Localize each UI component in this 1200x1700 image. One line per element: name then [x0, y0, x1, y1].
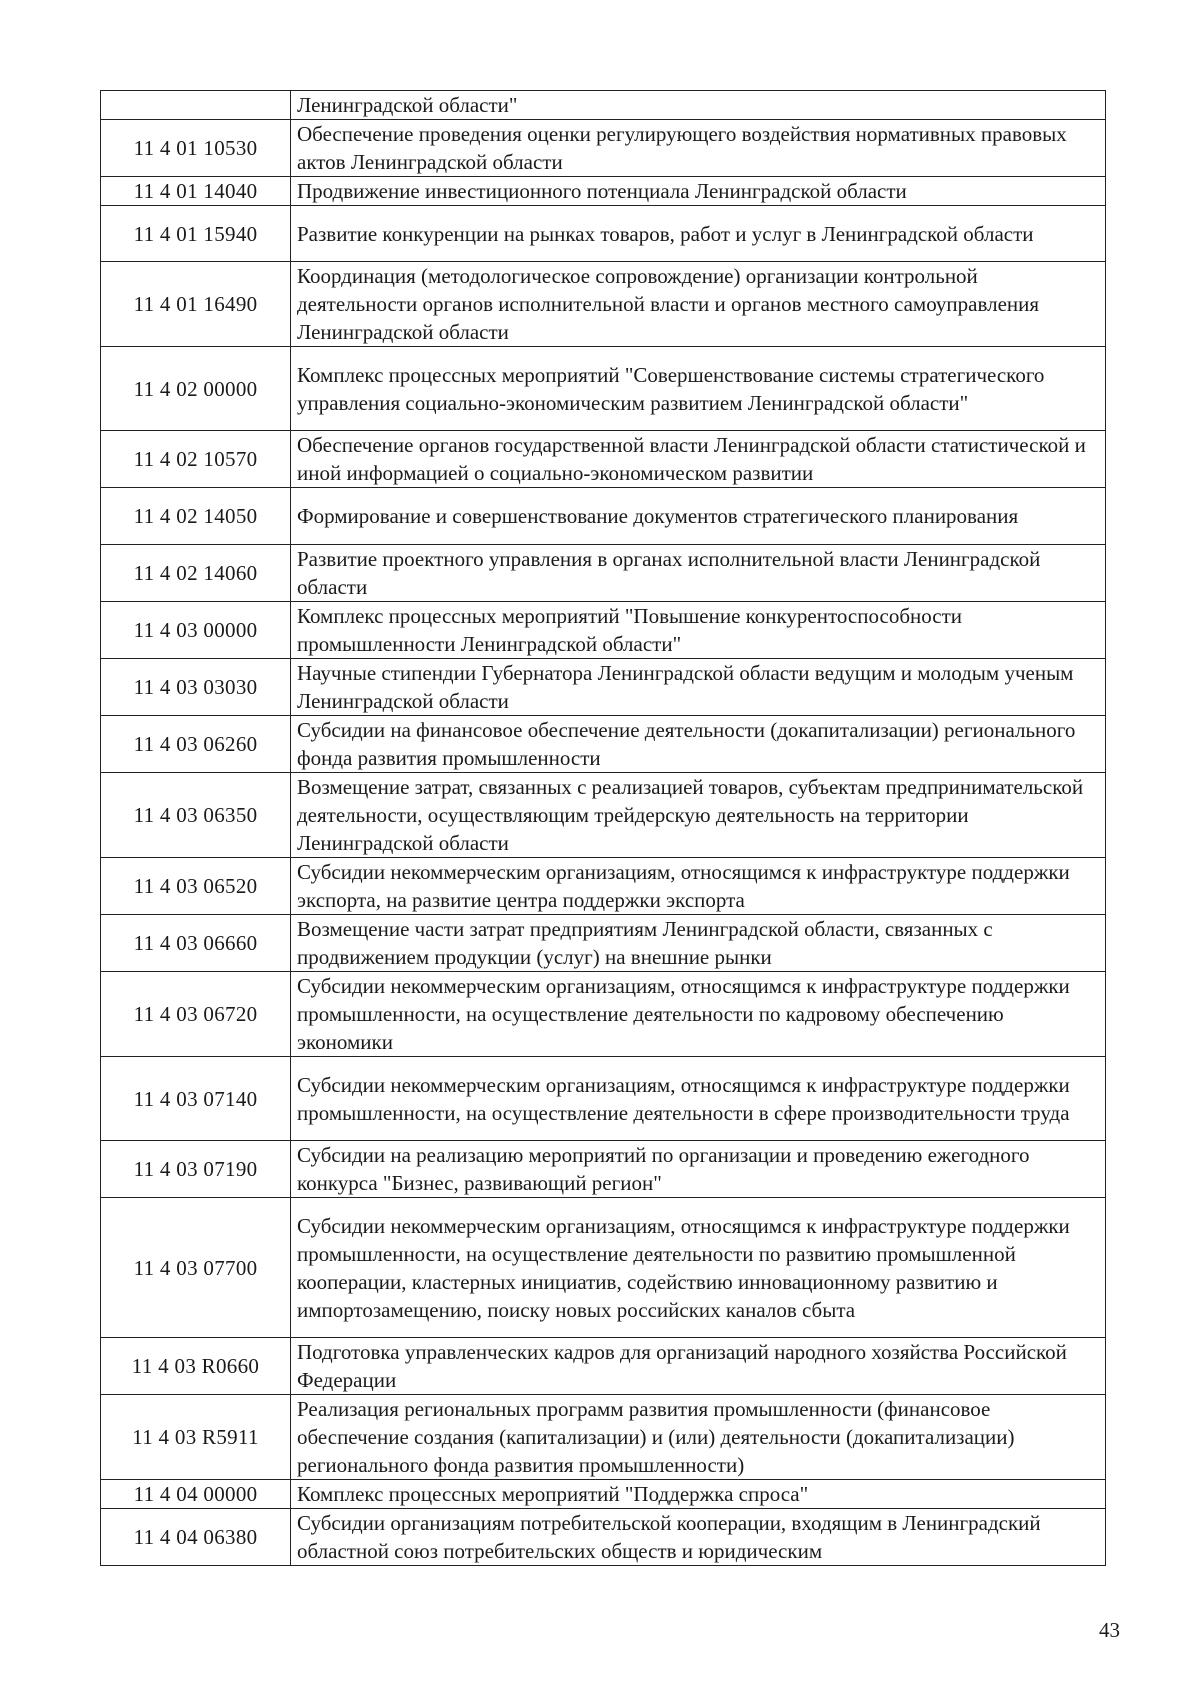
row-code: 11 4 03 06350 [101, 773, 291, 858]
row-name: Субсидии некоммерческим организациям, относящимся к инфраструктуре поддержки промышленности, на осуществление деятельности в сфере производительности труда [291, 1057, 1106, 1141]
table-row [101, 1480, 1106, 1509]
budget-codes-table [100, 90, 1106, 1566]
row-code: 11 4 03 00000 [101, 602, 291, 659]
table-row [101, 431, 1106, 488]
table-row [101, 1141, 1106, 1198]
row-code: 11 4 02 14060 [101, 545, 291, 602]
table-row [101, 602, 1106, 659]
table-row [101, 858, 1106, 915]
row-name: Развитие конкуренции на рынках товаров, работ и услуг в Ленинградской области [291, 206, 1106, 262]
row-code: 11 4 02 10570 [101, 431, 291, 488]
row-name: Возмещение части затрат предприятиям Ленинградской области, связанных с продвижением продукции (услуг) на внешние рынки [291, 915, 1106, 972]
row-code: 11 4 01 14040 [101, 177, 291, 206]
row-name: Субсидии некоммерческим организациям, относящимся к инфраструктуре поддержки экспорта, на развитие центра поддержки экспорта [291, 858, 1106, 915]
table-row [101, 206, 1106, 262]
row-name: Формирование и совершенствование документов стратегического планирования [291, 488, 1106, 545]
row-name: Ленинградской области" [291, 91, 1106, 120]
table-row [101, 120, 1106, 177]
row-code: 11 4 03 03030 [101, 659, 291, 716]
row-name: Субсидии организациям потребительской кооперации, входящим в Ленинградский областной союз потребительских обществ и юридическим [291, 1509, 1106, 1566]
table-row [101, 773, 1106, 858]
row-name: Возмещение затрат, связанных с реализацией товаров, субъектам предпринимательской деятельности, осуществляющим трейдерскую деятельность на территории Ленинградской области [291, 773, 1106, 858]
table-row [101, 1338, 1106, 1395]
row-code: 11 4 03 06520 [101, 858, 291, 915]
table-row [101, 659, 1106, 716]
row-name: Координация (методологическое сопровождение) организации контрольной деятельности органов исполнительной власти и органов местного самоуправления Ленинградской области [291, 262, 1106, 347]
table-row [101, 1057, 1106, 1141]
table-row [101, 915, 1106, 972]
row-name: Субсидии на реализацию мероприятий по организации и проведению ежегодного конкурса "Бизнес, развивающий регион" [291, 1141, 1106, 1198]
row-code: 11 4 04 00000 [101, 1480, 291, 1509]
row-name: Обеспечение органов государственной власти Ленинградской области статистической и иной информацией о социально-экономическом развитии [291, 431, 1106, 488]
row-code: 11 4 03 06260 [101, 716, 291, 773]
row-code: 11 4 03 06720 [101, 972, 291, 1057]
table-row [101, 347, 1106, 431]
table-row [101, 545, 1106, 602]
table-row [101, 972, 1106, 1057]
row-name: Обеспечение проведения оценки регулирующего воздействия нормативных правовых актов Ленинградской области [291, 120, 1106, 177]
row-code: 11 4 02 00000 [101, 347, 291, 431]
table-row [101, 1509, 1106, 1566]
row-name: Субсидии на финансовое обеспечение деятельности (докапитализации) регионального фонда развития промышленности [291, 716, 1106, 773]
row-name: Комплекс процессных мероприятий "Поддержка спроса" [291, 1480, 1106, 1509]
row-code: 11 4 01 10530 [101, 120, 291, 177]
table-row [101, 91, 1106, 120]
row-code: 11 4 03 07190 [101, 1141, 291, 1198]
row-name: Развитие проектного управления в органах исполнительной власти Ленинградской области [291, 545, 1106, 602]
row-name: Научные стипендии Губернатора Ленинградской области ведущим и молодым ученым Ленинградской области [291, 659, 1106, 716]
row-name: Комплекс процессных мероприятий "Совершенствование системы стратегического управления социально-экономическим развитием Ленинградской области" [291, 347, 1106, 431]
row-name: Подготовка управленческих кадров для организаций народного хозяйства Российской Федерации [291, 1338, 1106, 1395]
row-name: Продвижение инвестиционного потенциала Ленинградской области [291, 177, 1106, 206]
row-code: 11 4 03 R5911 [101, 1395, 291, 1480]
row-code: 11 4 01 15940 [101, 206, 291, 262]
row-name: Субсидии некоммерческим организациям, относящимся к инфраструктуре поддержки промышленности, на осуществление деятельности по кадровому обеспечению экономики [291, 972, 1106, 1057]
row-code: 11 4 03 07140 [101, 1057, 291, 1141]
page-number: 43 [1099, 1618, 1120, 1642]
row-name: Реализация региональных программ развития промышленности (финансовое обеспечение создания (капитализации) и (или) деятельности (докапитализации) регионального фонда развития промышленности) [291, 1395, 1106, 1480]
row-code [101, 91, 291, 120]
table-row [101, 488, 1106, 545]
row-name: Субсидии некоммерческим организациям, относящимся к инфраструктуре поддержки промышленности, на осуществление деятельности по развитию промышленной кооперации, кластерных инициатив, содействию инновационному развитию и импортозамещению, поиску новых российских каналов сбыта [291, 1198, 1106, 1338]
table-row [101, 716, 1106, 773]
row-code: 11 4 01 16490 [101, 262, 291, 347]
table-row [101, 177, 1106, 206]
table-row [101, 1198, 1106, 1338]
row-code: 11 4 03 06660 [101, 915, 291, 972]
row-code: 11 4 04 06380 [101, 1509, 291, 1566]
row-name: Комплекс процессных мероприятий "Повышение конкурентоспособности промышленности Ленинградской области" [291, 602, 1106, 659]
row-code: 11 4 02 14050 [101, 488, 291, 545]
row-code: 11 4 03 07700 [101, 1198, 291, 1338]
table-body [101, 91, 1106, 1566]
table-row [101, 1395, 1106, 1480]
table-row [101, 262, 1106, 347]
row-code: 11 4 03 R0660 [101, 1338, 291, 1395]
